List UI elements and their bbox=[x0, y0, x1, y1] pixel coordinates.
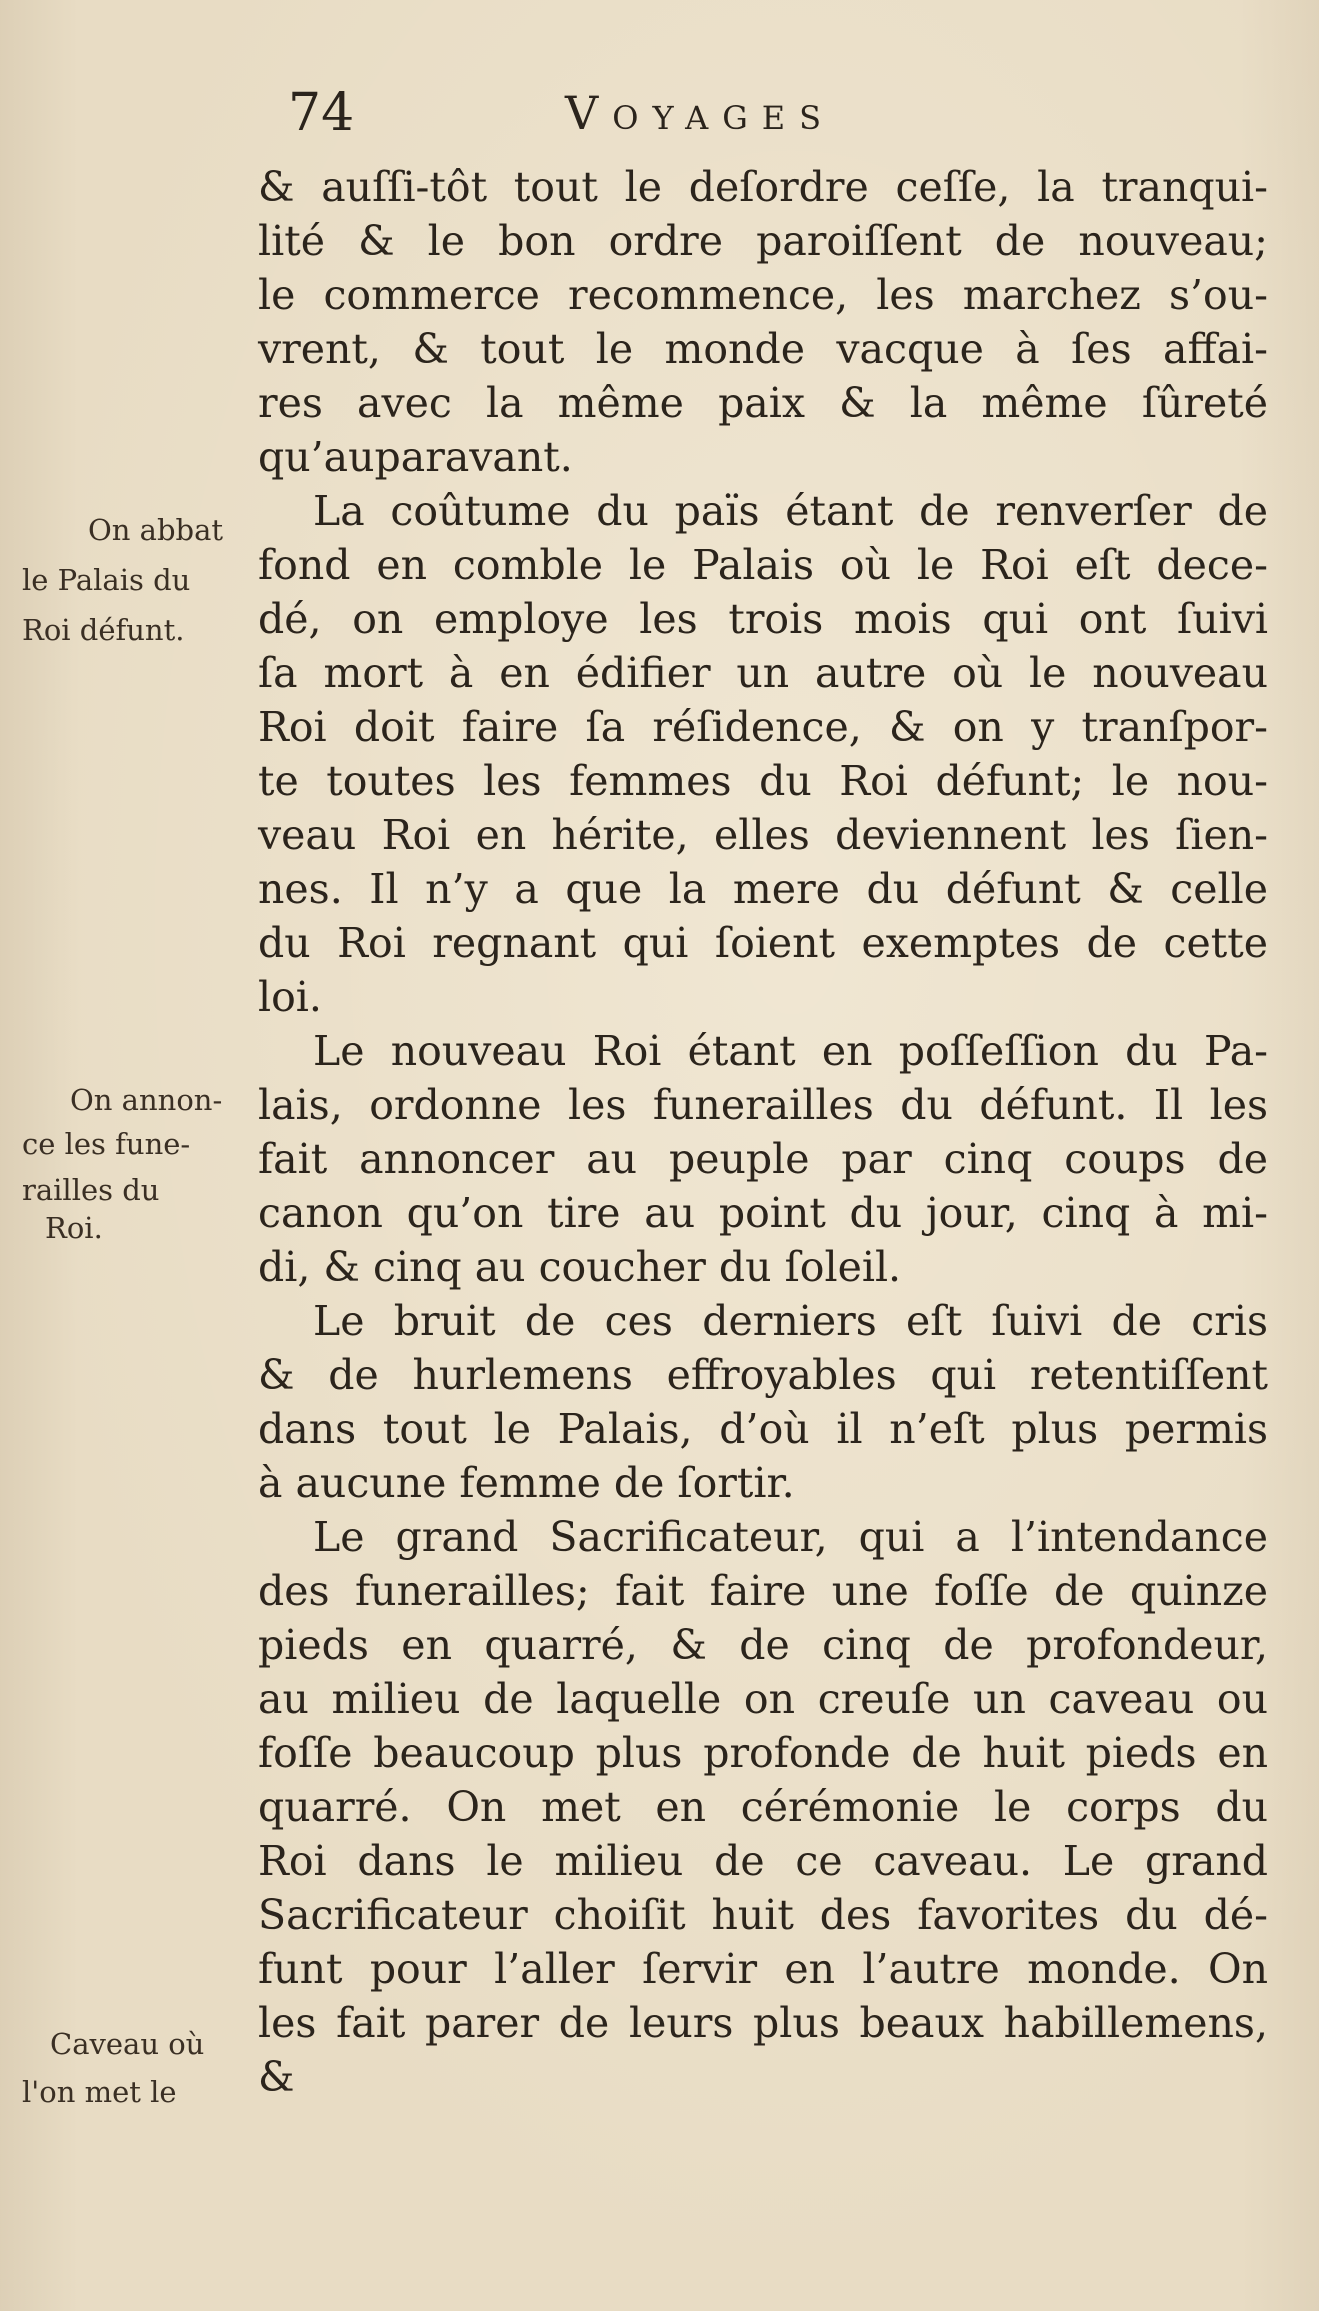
text-line: les fait parer de leurs plus beaux habillemens, bbox=[258, 1999, 1268, 2047]
text-line: fait annoncer au peuple par cinq coups de bbox=[258, 1135, 1268, 1183]
text-line: canon qu’on tire au point du jour, cinq à mi- bbox=[258, 1189, 1268, 1237]
text-line: Le nouveau Roi étant en poſſeſſion du Pa- bbox=[313, 1027, 1268, 1075]
text-line: des funerailles; fait faire une foſſe de quinze bbox=[258, 1567, 1268, 1615]
text-line: Le bruit de ces derniers eſt ſuivi de cris bbox=[313, 1297, 1268, 1345]
text-line: Sacrificateur choiſit huit des favorites du dé- bbox=[258, 1891, 1268, 1939]
text-line: loi. bbox=[258, 973, 322, 1021]
text-line: quarré. On met en cérémonie le corps du bbox=[258, 1783, 1268, 1831]
text-line: vrent, & tout le monde vacque à ſes affai- bbox=[258, 325, 1268, 373]
catchword: & bbox=[258, 2053, 295, 2101]
margin-note: Caveau où bbox=[50, 2027, 205, 2061]
text-line: te toutes les femmes du Roi défunt; le nou- bbox=[258, 757, 1268, 805]
text-line: res avec la même paix & la même ſûreté bbox=[258, 379, 1268, 427]
margin-notes bbox=[0, 0, 270, 2311]
text-line: au milieu de laquelle on creuſe un caveau ou bbox=[258, 1675, 1268, 1723]
margin-note: l'on met le bbox=[22, 2075, 177, 2109]
text-line: dé, on employe les trois mois qui ont ſuivi bbox=[258, 595, 1268, 643]
text-line: qu’auparavant. bbox=[258, 433, 573, 481]
text-line: nes. Il n’y a que la mere du défunt & celle bbox=[258, 865, 1268, 913]
margin-note: le Palais du bbox=[22, 563, 191, 597]
text-line: Le grand Sacrificateur, qui a l’intendance bbox=[313, 1513, 1268, 1561]
text-line: funt pour l’aller ſervir en l’autre monde. On bbox=[258, 1945, 1268, 1993]
text-line: dans tout le Palais, d’où il n’eſt plus permis bbox=[258, 1405, 1268, 1453]
text-line: lais, ordonne les funerailles du défunt. Il les bbox=[258, 1081, 1268, 1129]
text-line: à aucune femme de ſortir. bbox=[258, 1459, 795, 1507]
running-title: Voyages bbox=[565, 86, 836, 140]
text-line: du Roi regnant qui ſoient exemptes de cette bbox=[258, 919, 1268, 967]
margin-note: railles du bbox=[22, 1173, 160, 1207]
margin-note: ce les fune- bbox=[22, 1127, 191, 1161]
text-line: Roi doit faire ſa réſidence, & on y tranſpor- bbox=[258, 703, 1268, 751]
text-line: le commerce recommence, les marchez s’ou- bbox=[258, 271, 1268, 319]
text-line: ſa mort à en édifier un autre où le nouveau bbox=[258, 649, 1268, 697]
margin-note: Roi défunt. bbox=[22, 613, 185, 647]
text-line: fond en comble le Palais où le Roi eſt dece- bbox=[258, 541, 1268, 589]
text-line: pieds en quarré, & de cinq de profondeur, bbox=[258, 1621, 1268, 1669]
text-line: Roi dans le milieu de ce caveau. Le grand bbox=[258, 1837, 1268, 1885]
text-line: La coûtume du païs étant de renverſer de bbox=[313, 487, 1268, 535]
margin-note: On abbat bbox=[88, 513, 224, 547]
text-line: veau Roi en hérite, elles deviennent les ſien- bbox=[258, 811, 1268, 859]
margin-note: On annon- bbox=[70, 1083, 223, 1117]
text-line: foſſe beaucoup plus profonde de huit pieds en bbox=[258, 1729, 1268, 1777]
text-line: lité & le bon ordre paroiſſent de nouveau; bbox=[258, 217, 1268, 265]
text-line: & auſſi-tôt tout le deſordre ceſſe, la tranqui- bbox=[258, 163, 1268, 211]
text-line: & de hurlemens effroyables qui retentiſſent bbox=[258, 1351, 1268, 1399]
body-text bbox=[258, 160, 1268, 2104]
page-number: 74 bbox=[288, 83, 355, 143]
margin-note: Roi. bbox=[45, 1211, 103, 1245]
text-line: di, & cinq au coucher du ſoleil. bbox=[258, 1243, 902, 1291]
